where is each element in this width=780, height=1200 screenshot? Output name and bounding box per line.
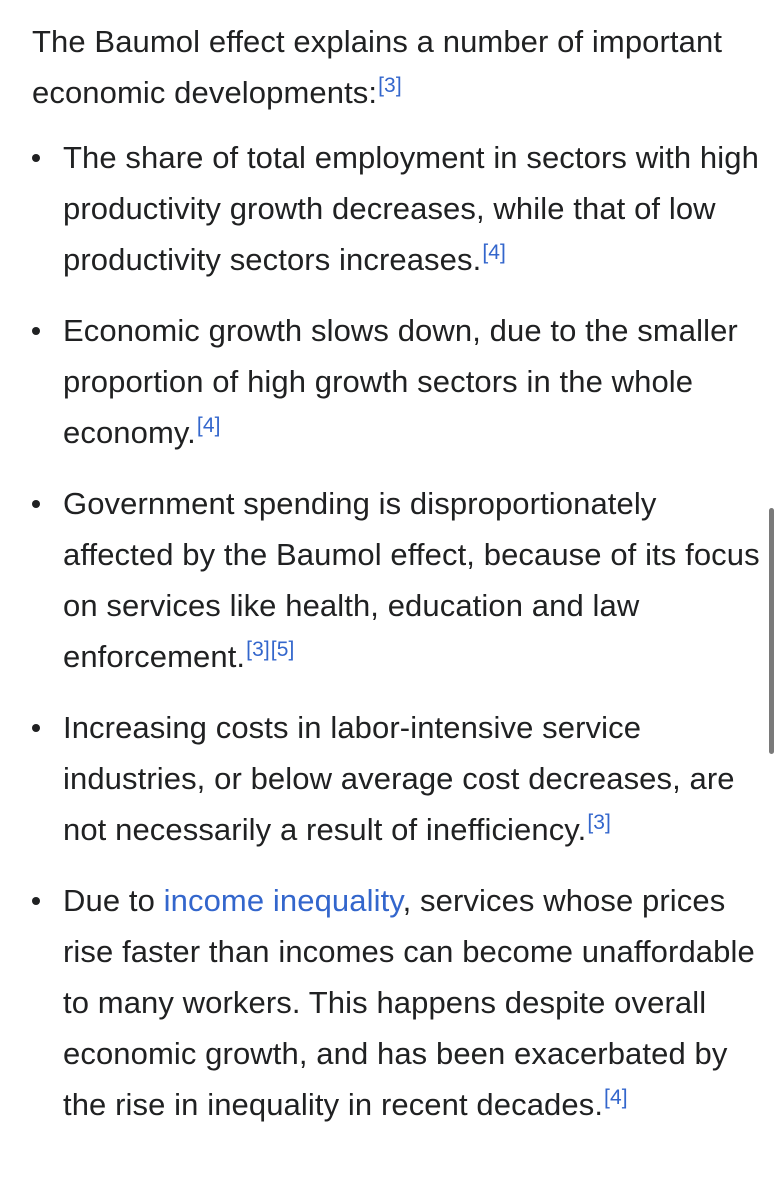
bullet-icon [32, 897, 40, 905]
list-item [32, 875, 760, 1130]
list-item-text-end: , services whose prices rise faster than incomes can become unaffordable to many workers. This happens despite overall economic growth, and has been exacerbated by the rise in inequality in recent decades. [63, 883, 755, 1122]
list-item-text-start: Due to [63, 883, 164, 918]
vertical-scrollbar[interactable] [769, 508, 774, 754]
citation-link[interactable]: [3] [246, 637, 270, 661]
citation-link[interactable]: [3] [587, 810, 611, 834]
bullet-icon [32, 154, 40, 162]
citation-link[interactable]: [5] [270, 637, 295, 661]
bullet-icon [32, 724, 40, 732]
bullet-icon [32, 327, 40, 335]
citation-link[interactable]: [3] [378, 73, 402, 97]
citation-link[interactable]: [4] [604, 1085, 628, 1109]
citation-link[interactable]: [4] [482, 240, 506, 264]
list-item [32, 132, 760, 285]
bullet-icon [32, 500, 40, 508]
list-item-text: Increasing costs in labor-intensive service industries, or below average cost decreases, are not necessarily a result of inefficiency. [63, 710, 735, 847]
citation-link[interactable]: [4] [196, 413, 221, 437]
list-item-text: Economic growth slows down, due to the smaller proportion of high growth sectors in the whole economy. [63, 313, 738, 450]
list-item [32, 305, 760, 458]
income-inequality-link[interactable]: income inequality [163, 883, 403, 918]
list-item [32, 478, 760, 682]
article-content [32, 16, 760, 1150]
list-item [32, 702, 760, 855]
intro-paragraph [32, 16, 760, 118]
list-item-text: The share of total employment in sectors with high productivity growth decreases, while that of low productivity sectors increases. [63, 140, 759, 277]
bullet-list [32, 132, 760, 1130]
intro-text: The Baumol effect explains a number of important economic developments: [32, 24, 723, 110]
list-item-text: Government spending is disproportionately affected by the Baumol effect, because of its focus on services like health, education and law enforcement. [63, 486, 760, 674]
